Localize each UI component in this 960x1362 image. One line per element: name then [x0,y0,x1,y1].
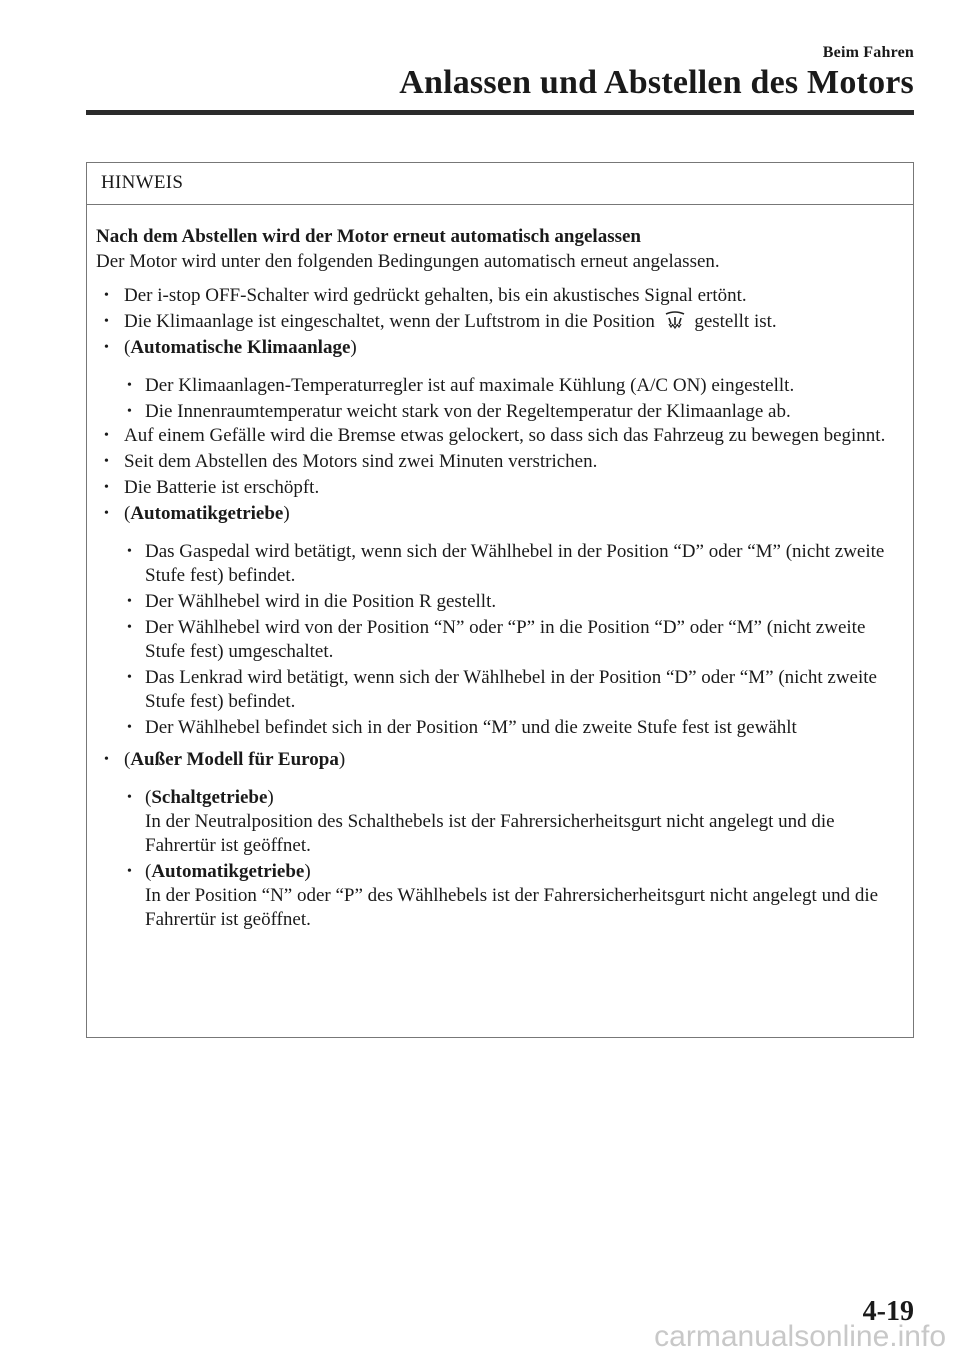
sub-list-item: • Das Gaspedal wird betätigt, wenn sich der Wählhebel in der Position “D” oder “M” (nicht zweite Stufe fest) befindet. [124,540,903,588]
page-number: 4-19 [862,1296,914,1327]
condition-list [96,284,903,424]
defroster-icon [663,310,687,330]
list-item [96,310,903,334]
sub-list [124,786,903,932]
note-body [87,205,913,932]
header-divider [86,110,914,115]
sub-list-text: In der Position “N” oder “P” des Wählhebels ist der Fahrersicherheitsgurt nicht angelegt und die Fahrertür ist geöffnet. [145,885,879,930]
list-item: • Die Batterie ist erschöpft. [96,476,903,500]
sub-list-item: • (Schaltgetriebe) In der Neutralposition des Schalthebels ist der Fahrersicherheitsgurt nicht angelegt und die Fahrertür ist geöffnet. [124,786,903,858]
list-item: • Der i-stop OFF-Schalter wird gedrückt gehalten, bis ein akustisches Signal ertönt. [96,284,903,308]
subheading: Außer Modell für Europa [130,749,339,770]
note-heading: Nach dem Abstellen wird der Motor erneut automatisch angelassen [96,226,641,247]
section-label: Beim Fahren [822,44,914,61]
subheading: Automatikgetriebe [130,503,284,524]
page-header [399,44,914,102]
note-box [86,162,914,1038]
sub-list-text: In der Neutralposition des Schalthebels ist der Fahrersicherheitsgurt nicht angelegt und die Fahrertür ist geöffnet. [145,811,835,856]
subheading: Automatische Klimaanlage [130,337,351,358]
sub-list-item: • Der Klimaanlagen-Temperaturregler ist auf maximale Kühlung (A/C ON) eingestellt. [124,374,903,398]
sub-list-item: • Der Wählhebel wird von der Position “N” oder “P” in die Position “D” oder “M” (nicht zweite Stufe fest) umgeschaltet. [124,616,903,664]
condition-list-continued [96,424,903,932]
sub-list [124,540,903,740]
sub-list-item: • Die Innenraumtemperatur weicht stark von der Regeltemperatur der Klimaanlage ab. [124,400,903,424]
list-item-text: gestellt ist. [694,311,777,332]
sub-list [124,374,903,424]
note-intro: Der Motor wird unter den folgenden Bedingungen automatisch erneut angelassen. [96,251,720,272]
subheading: Automatikgetriebe [151,861,305,882]
sub-list-item: • Der Wählhebel wird in die Position R gestellt. [124,590,903,614]
sub-list-item: • Das Lenkrad wird betätigt, wenn sich der Wählhebel in der Position “D” oder “M” (nicht zweite Stufe fest) befindet. [124,666,903,714]
sub-list-item: • (Automatikgetriebe) In der Position “N” oder “P” des Wählhebels ist der Fahrersicherheitsgurt nicht angelegt und die Fahrertür ist geöffnet. [124,860,903,932]
list-item: • (Automatikgetriebe) • Das Gaspedal wird betätigt, wenn sich der Wählhebel in der Position “D” oder “M” (nicht zweite Stufe fest) befindet. • Der Wählhebel wird in die Position R gestellt. • Der Wählhebel wird von der Position “N” oder “P” in die Position “D” oder “M” (nicht zweite Stufe fest) umgeschaltet. • Das Lenkrad wird betätigt, wenn sich der Wählhebel in der Position “D” oder “M” (nicht zweite Stufe fest) befindet. • Der Wählhebel befindet sich in der Position “M” und die zweite Stufe fest ist gewählt [96,502,903,740]
sub-list-item: • Der Wählhebel befindet sich in der Position “M” und die zweite Stufe fest ist gewählt [124,716,903,740]
page-title: Anlassen und Abstellen des Motors [399,64,914,101]
note-label: HINWEIS [87,163,913,205]
list-item: • (Außer Modell für Europa) • (Schaltgetriebe) In der Neutralposition des Schalthebels ist der Fahrersicherheitsgurt nicht angelegt und die Fahrertür ist geöffnet. • (Automatikgetriebe) In der Position “N” oder “P” des Wählhebels ist der Fahrersicherheitsgurt nicht angelegt und die Fahrertür ist geöffnet. [96,748,903,932]
subheading: Schaltgetriebe [151,787,268,808]
watermark: carmanualsonline.info [654,1320,946,1353]
list-item: • (Automatische Klimaanlage) • Der Klimaanlagen-Temperaturregler ist auf maximale Kühlung (A/C ON) eingestellt. • Die Innenraumtemperatur weicht stark von der Regeltemperatur der Klimaanlage ab. [96,336,903,424]
list-item-text: Die Klimaanlage ist eingeschaltet, wenn der Luftstrom in die Position [124,311,655,332]
list-item: • Seit dem Abstellen des Motors sind zwei Minuten verstrichen. [96,450,903,474]
list-item: • Auf einem Gefälle wird die Bremse etwas gelockert, so dass sich das Fahrzeug zu bewegen beginnt. [96,424,903,448]
